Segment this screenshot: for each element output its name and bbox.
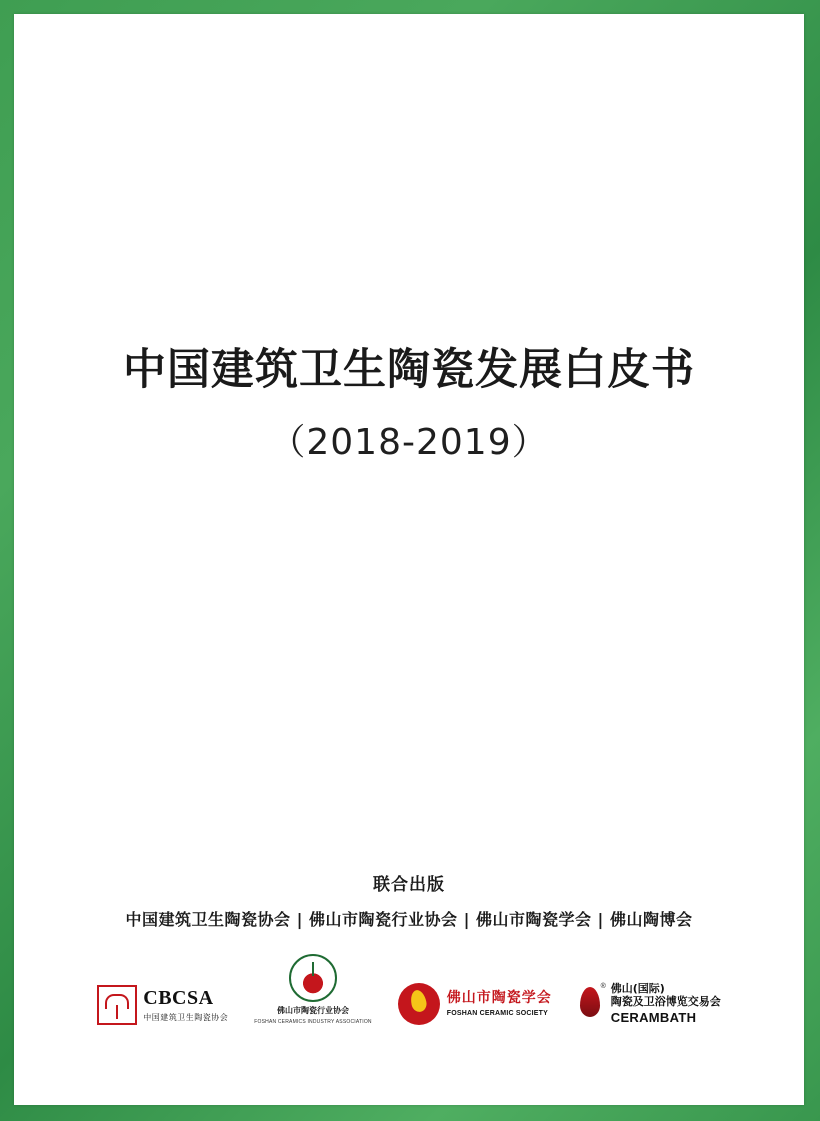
- cerambath-droplet-icon: [578, 983, 604, 1023]
- cbcsa-text-group: [143, 988, 228, 1023]
- cerambath-registered-mark: ®: [600, 983, 606, 991]
- page-title: 中国建筑卫生陶瓷发展白皮书: [123, 345, 695, 395]
- title-block: [14, 344, 804, 465]
- fcs-english-name: FOSHAN CERAMIC SOCIETY: [446, 1009, 548, 1017]
- fcs-text-group: [447, 991, 552, 1016]
- logo-cerambath: [578, 982, 721, 1026]
- fcia-emblem-icon: [289, 954, 337, 1002]
- publisher-block: [14, 870, 804, 1025]
- cerambath-chinese-line2: 陶瓷及卫浴博览交易会: [610, 995, 721, 1009]
- fcs-chinese-name: 佛山市陶瓷学会: [446, 990, 552, 1007]
- cbcsa-chinese-name: 中国建筑卫生陶瓷协会: [143, 1012, 229, 1022]
- logo-foshan-ceramics-industry-association: [254, 954, 372, 1025]
- cerambath-text-group: [611, 982, 721, 1026]
- cover-page-sheet: [14, 14, 804, 1105]
- publisher-list: 中国建筑卫生陶瓷协会 | 佛山市陶瓷行业协会 | 佛山市陶瓷学会 | 佛山陶博会: [125, 910, 693, 929]
- cerambath-english-name: CERAMBATH: [610, 1010, 697, 1025]
- cbcsa-emblem-icon: [97, 985, 137, 1025]
- fcs-flame-icon: [398, 983, 440, 1025]
- page-subtitle-years: （2018-2019）: [269, 421, 549, 463]
- logo-foshan-ceramic-society: [398, 983, 552, 1025]
- cerambath-chinese-line1: 佛山(国际): [610, 981, 665, 995]
- logo-cbcsa: [97, 985, 228, 1025]
- fcia-chinese-name: 佛山市陶瓷行业协会: [277, 1006, 349, 1015]
- logo-row: [14, 954, 804, 1025]
- publish-label: 联合出版: [373, 875, 445, 895]
- cbcsa-acronym: CBCSA: [143, 986, 214, 1009]
- fcia-english-name: FOSHAN CERAMICS INDUSTRY ASSOCIATION: [254, 1019, 372, 1025]
